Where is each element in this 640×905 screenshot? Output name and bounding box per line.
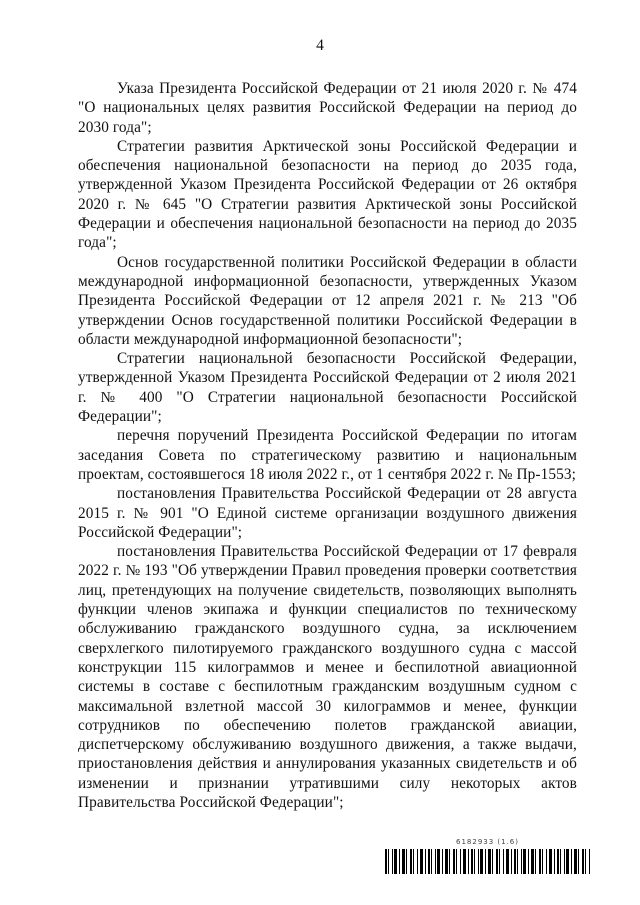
paragraph-arctic-strategy-645: Стратегии развития Арктической зоны Российской Федерации и обеспечения национальной безопасности на период до 2035 года, утвержденной Указом Президента Российской Федерации от 26 октября 2020 г. № 645 "О Стратегии развития Арктической зоны Российской Федерации и обеспечения национальной безопасности на период до 2035 года"; [78,137,577,252]
page-number: 4 [316,37,324,54]
paragraph-resolution-901: постановления Правительства Российской Федерации от 28 августа 2015 г. № 901 "О Единой системе организации воздушного движения Российской Федерации"; [78,485,577,541]
paragraph-infosec-policy-213: Основ государственной политики Российской Федерации в области международной информационной безопасности, утвержденных Указом Президента Российской Федерации от 12 апреля 2021 г. № 213 "Об утверждении Основ государственной политики Российской Федерации в области международной информационной безопасности"; [78,253,577,348]
document-body [78,79,577,812]
paragraph-national-security-400: Стратегии национальной безопасности Российской Федерации, утвержденной Указом Президента Российской Федерации от 2 июля 2021 г. № 400 "О Стратегии национальной безопасности Российской Федерации"; [78,350,577,426]
paragraph-instructions-pr-1553: перечня поручений Президента Российской Федерации по итогам заседания Совета по стратегическому развитию и национальным проектам, состоявшегося 18 июля 2022 г., от 1 сентября 2022 г. № Пр-1553; [78,427,577,483]
barcode-bars-icon [385,849,590,874]
barcode-label: 6182933 (1.6) [456,838,519,846]
paragraph-resolution-193: постановления Правительства Российской Федерации от 17 февраля 2022 г. № 193 "Об утверждении Правил проведения проверки соответствия лиц, претендующих на получение свидетельств, позволяющих выполнять функции членов экипажа и функции специалистов по техническому обслуживанию гражданского воздушного судна, за исключением сверхлегкого пилотируемого гражданского воздушного судна с массой конструкции 115 килограммов и менее и беспилотной авиационной системы в составе с беспилотным гражданским воздушным судном с максимальной взлетной массой 30 килограммов и менее, функции сотрудников по обеспечению полетов гражданской авиации, диспетчерскому обслуживанию воздушного движения, а также выдачи, приостановления действия и аннулирования указанных свидетельств и об изменении и признании утратившими силу некоторых актов Правительства Российской Федерации"; [78,543,577,811]
paragraph-decree-474: Указа Президента Российской Федерации от 21 июля 2020 г. № 474 "О национальных целях развития Российской Федерации на период до 2030 года"; [78,80,577,136]
barcode [385,838,590,874]
